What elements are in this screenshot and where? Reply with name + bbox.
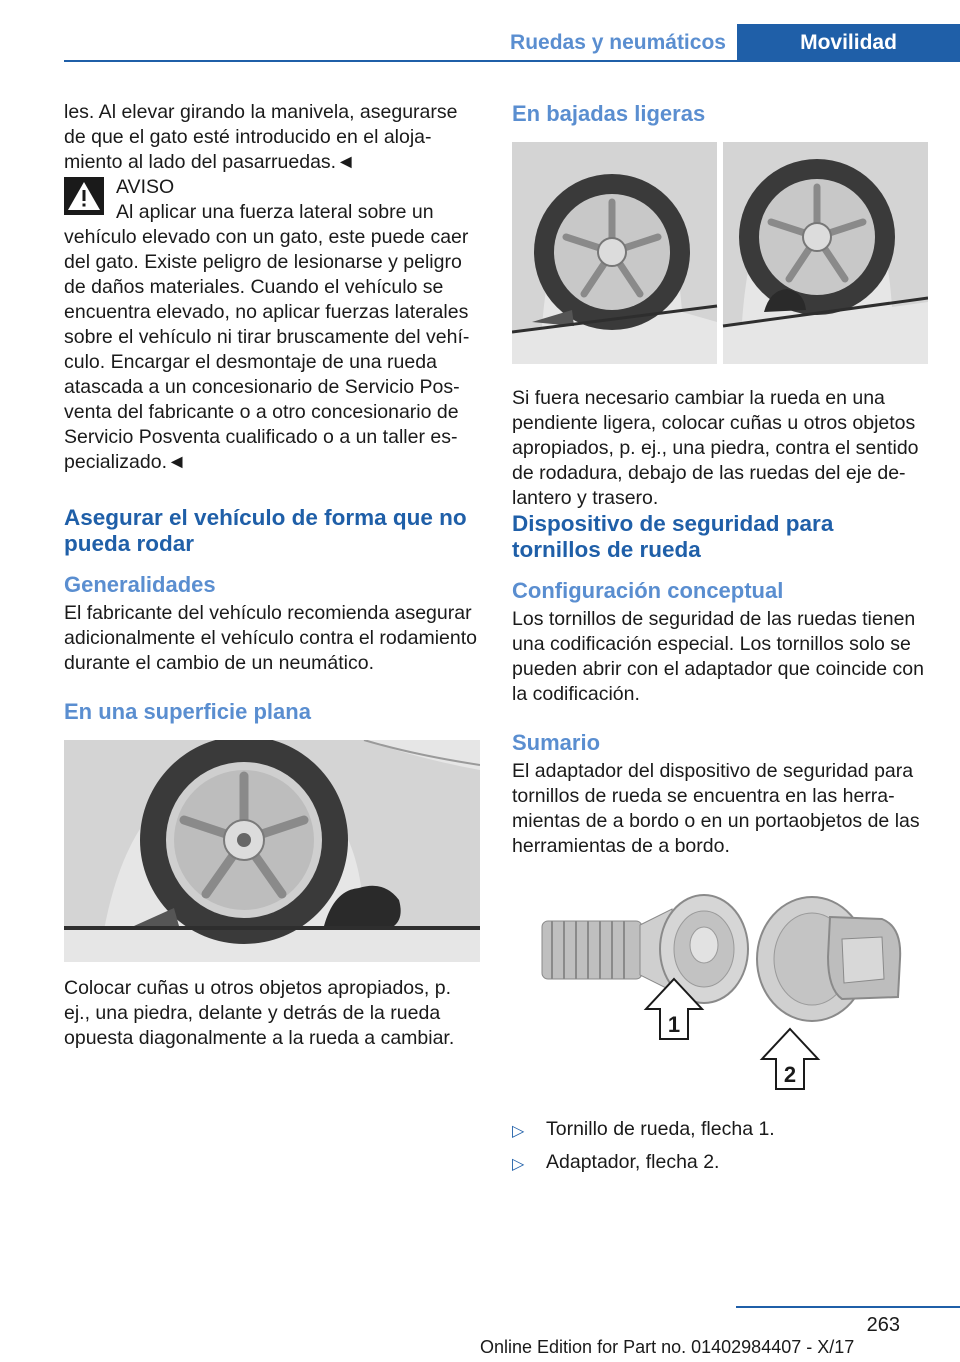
left-column	[64, 100, 480, 1051]
header-section-title: Ruedas y neumáticos	[510, 31, 726, 54]
edition-note: Online Edition for Part no. 01402984407 - X/17	[480, 1337, 855, 1357]
header-chapter-tab: Movilidad	[737, 24, 960, 62]
warning-triangle-icon	[64, 177, 104, 215]
right-column	[512, 100, 928, 1183]
intro-paragraph: les. Al elevar girando la manivela, asegurarse de que el gato esté introducido en el alojamiento al lado del pasarruedas.◄	[64, 101, 458, 173]
heading-flat-surface: En una superficie plana	[64, 699, 311, 724]
list-item-text: Tornillo de rueda, flecha 1.	[546, 1118, 775, 1140]
heading-wheel-lock: Dispositivo de seguridad para tornillos de rueda	[512, 511, 834, 562]
heading-secure-vehicle: Asegurar el vehículo de forma que no pueda rodar	[64, 505, 467, 556]
bullet-arrow-icon: ▷	[512, 1123, 525, 1140]
list-item	[512, 1150, 928, 1175]
wheel-lock-figure	[512, 879, 928, 1099]
heading-slope: En bajadas ligeras	[512, 101, 706, 126]
summary-paragraph: El adaptador del dispositivo de seguridad para tornillos de rueda se encuentra en las herramientas de a bordo o en un portaobjetos de las herramientas de a bordo.	[512, 760, 920, 857]
general-paragraph: El fabricante del vehículo recomienda asegurar adicionalmente el vehículo contra el rodamiento durante el cambio de un neumático.	[64, 602, 477, 674]
list-item	[512, 1117, 928, 1142]
warning-block	[64, 175, 480, 475]
heading-general: Generalidades	[64, 572, 216, 597]
flat-caption: Colocar cuñas u otros objetos apropiados, p. ej., una piedra, delante y detrás de la rueda opuesta diagonalmente a la rueda a cambiar.	[64, 977, 455, 1049]
list-item-text: Adaptador, flecha 2.	[546, 1151, 720, 1173]
wheel-chock-slope-illustration	[512, 142, 928, 364]
flat-surface-figure	[64, 740, 480, 962]
figure-label-2: 2	[783, 1062, 797, 1087]
concept-paragraph: Los tornillos de seguridad de las ruedas tienen una codificación especial. Los tornillos solo se pueden abrir con el adaptador que coincide con la codificación.	[512, 608, 924, 705]
heading-concept: Configuración conceptual	[512, 578, 784, 603]
figure-legend-list	[512, 1117, 928, 1175]
slope-figure	[512, 142, 928, 364]
page-number: 263	[866, 1314, 900, 1336]
warning-first-line: Al aplicar una fuerza lateral sobre un	[116, 201, 434, 223]
bullet-arrow-icon: ▷	[512, 1156, 525, 1173]
wheel-chock-flat-illustration	[64, 740, 480, 962]
footer-rule	[736, 1306, 960, 1308]
warning-text: vehículo elevado con un gato, este puede caer del gato. Existe peligro de lesionarse y peligro de daños materiales. Cuando el vehículo se encuentra elevado, no aplicar fuerzas laterales sobre el vehículo ni tirar bruscamente del vehículo. Encargar el desmontaje de una rueda atascada a un concesionario de Servicio Posventa del fabricante o a otro concesionario de Servicio Posventa cualificado o a un taller especializado.◄	[64, 226, 470, 473]
heading-summary: Sumario	[512, 730, 601, 755]
figure-label-1: 1	[667, 1012, 681, 1037]
slope-caption: Si fuera necesario cambiar la rueda en una pendiente ligera, colocar cuñas u otros objetos apropiados, p. ej., una piedra, contra el sentido de rodadura, debajo de las ruedas del eje delantero y trasero.	[512, 387, 919, 509]
slope-left-panel	[512, 142, 717, 332]
warning-title: AVISO	[116, 176, 175, 198]
header-rule	[64, 60, 960, 62]
wheel-bolt-adapter-illustration	[512, 879, 928, 1099]
